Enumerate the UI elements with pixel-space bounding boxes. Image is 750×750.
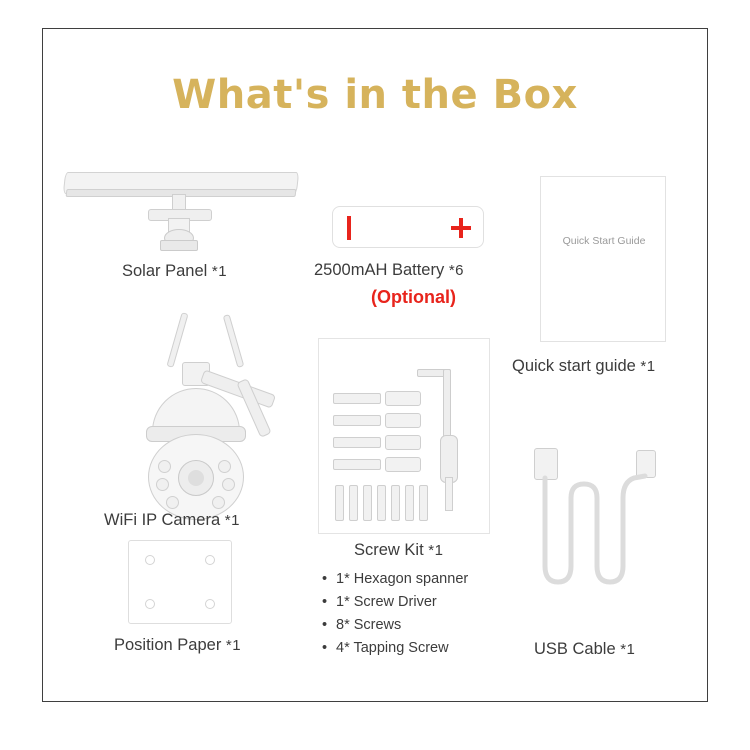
screw-icon — [333, 459, 381, 470]
wall-anchor-icon — [385, 413, 421, 428]
tapping-screw-icon — [391, 485, 400, 521]
bullet-icon: • — [322, 594, 328, 610]
camera-led-icon — [156, 478, 169, 491]
battery-caption — [314, 261, 464, 280]
camera-led-icon — [158, 460, 171, 473]
list-item-label: 8* Screws — [336, 617, 402, 633]
mounting-hole-icon — [205, 555, 215, 565]
list-item-label: 1* Screw Driver — [336, 594, 437, 610]
camera-led-icon — [218, 460, 231, 473]
usb-cable-path — [524, 448, 674, 628]
solar-panel-illustration — [64, 172, 296, 252]
wifi-camera-qty: *1 — [224, 512, 240, 529]
usb-cable-illustration — [524, 448, 674, 628]
quick-start-guide-cover-text: Quick Start Guide — [562, 235, 646, 247]
bullet-icon: • — [322, 571, 328, 587]
screw-icon — [333, 437, 381, 448]
wall-anchor-icon — [385, 457, 421, 472]
position-paper-label: Position Paper — [114, 636, 222, 654]
screwdriver-shaft-icon — [445, 477, 453, 511]
quick-start-guide-qty: *1 — [640, 358, 656, 375]
screw-kit-label: Screw Kit — [354, 541, 424, 559]
camera-led-icon — [166, 496, 179, 509]
tapping-screw-icon — [377, 485, 386, 521]
battery-plus-icon-vertical — [459, 218, 463, 238]
wifi-ip-camera-illustration — [96, 310, 282, 500]
camera-lens-icon — [178, 460, 214, 496]
screw-kit-caption — [354, 541, 443, 560]
usb-cable-caption — [534, 640, 635, 659]
solar-panel-base — [160, 240, 198, 251]
screw-icon — [333, 393, 381, 404]
list-item — [322, 614, 468, 637]
antenna-left-icon — [166, 312, 188, 368]
usb-cable-qty: *1 — [620, 641, 636, 658]
battery-illustration — [332, 206, 484, 248]
list-item — [322, 637, 468, 660]
camera-led-icon — [212, 496, 225, 509]
bullet-icon: • — [322, 640, 328, 656]
list-item-label: 4* Tapping Screw — [336, 640, 449, 656]
wall-anchor-icon — [385, 391, 421, 406]
list-item — [322, 591, 468, 614]
quick-start-guide-caption — [512, 357, 656, 376]
quick-start-guide-label: Quick start guide — [512, 357, 636, 375]
wifi-camera-label: WiFi IP Camera — [104, 511, 221, 529]
screw-icon — [333, 415, 381, 426]
wall-anchor-icon — [385, 435, 421, 450]
usb-cable-label: USB Cable — [534, 640, 616, 658]
bullet-icon: • — [322, 617, 328, 633]
wifi-camera-caption — [104, 511, 240, 530]
screw-kit-illustration — [318, 338, 490, 534]
tapping-screw-icon — [335, 485, 344, 521]
mounting-hole-icon — [205, 599, 215, 609]
solar-panel-qty: *1 — [211, 263, 228, 280]
screw-kit-qty: *1 — [428, 542, 444, 559]
solar-panel-label: Solar Panel — [122, 262, 208, 280]
tapping-screw-icon — [363, 485, 372, 521]
antenna-right-icon — [223, 314, 245, 368]
mounting-hole-icon — [145, 555, 155, 565]
screw-kit-contents-list — [322, 568, 468, 660]
list-item-label: 1* Hexagon spanner — [336, 571, 469, 587]
battery-label: 2500mAH Battery — [314, 261, 445, 279]
battery-qty: *6 — [448, 262, 465, 279]
screwdriver-handle-icon — [440, 435, 458, 483]
tapping-screw-icon — [405, 485, 414, 521]
camera-led-icon — [222, 478, 235, 491]
battery-minus-icon — [347, 216, 351, 240]
solar-panel-caption — [122, 262, 227, 281]
position-paper-caption — [114, 636, 241, 655]
hexagon-spanner-shaft-icon — [443, 369, 451, 437]
mounting-hole-icon — [145, 599, 155, 609]
position-paper-qty: *1 — [225, 637, 242, 654]
list-item — [322, 568, 468, 591]
position-paper-illustration — [128, 540, 232, 624]
tapping-screw-icon — [419, 485, 428, 521]
tapping-screw-icon — [349, 485, 358, 521]
quick-start-guide-illustration — [540, 176, 666, 342]
page-title: What's in the Box — [172, 72, 578, 118]
battery-optional-note: (Optional) — [371, 287, 456, 307]
